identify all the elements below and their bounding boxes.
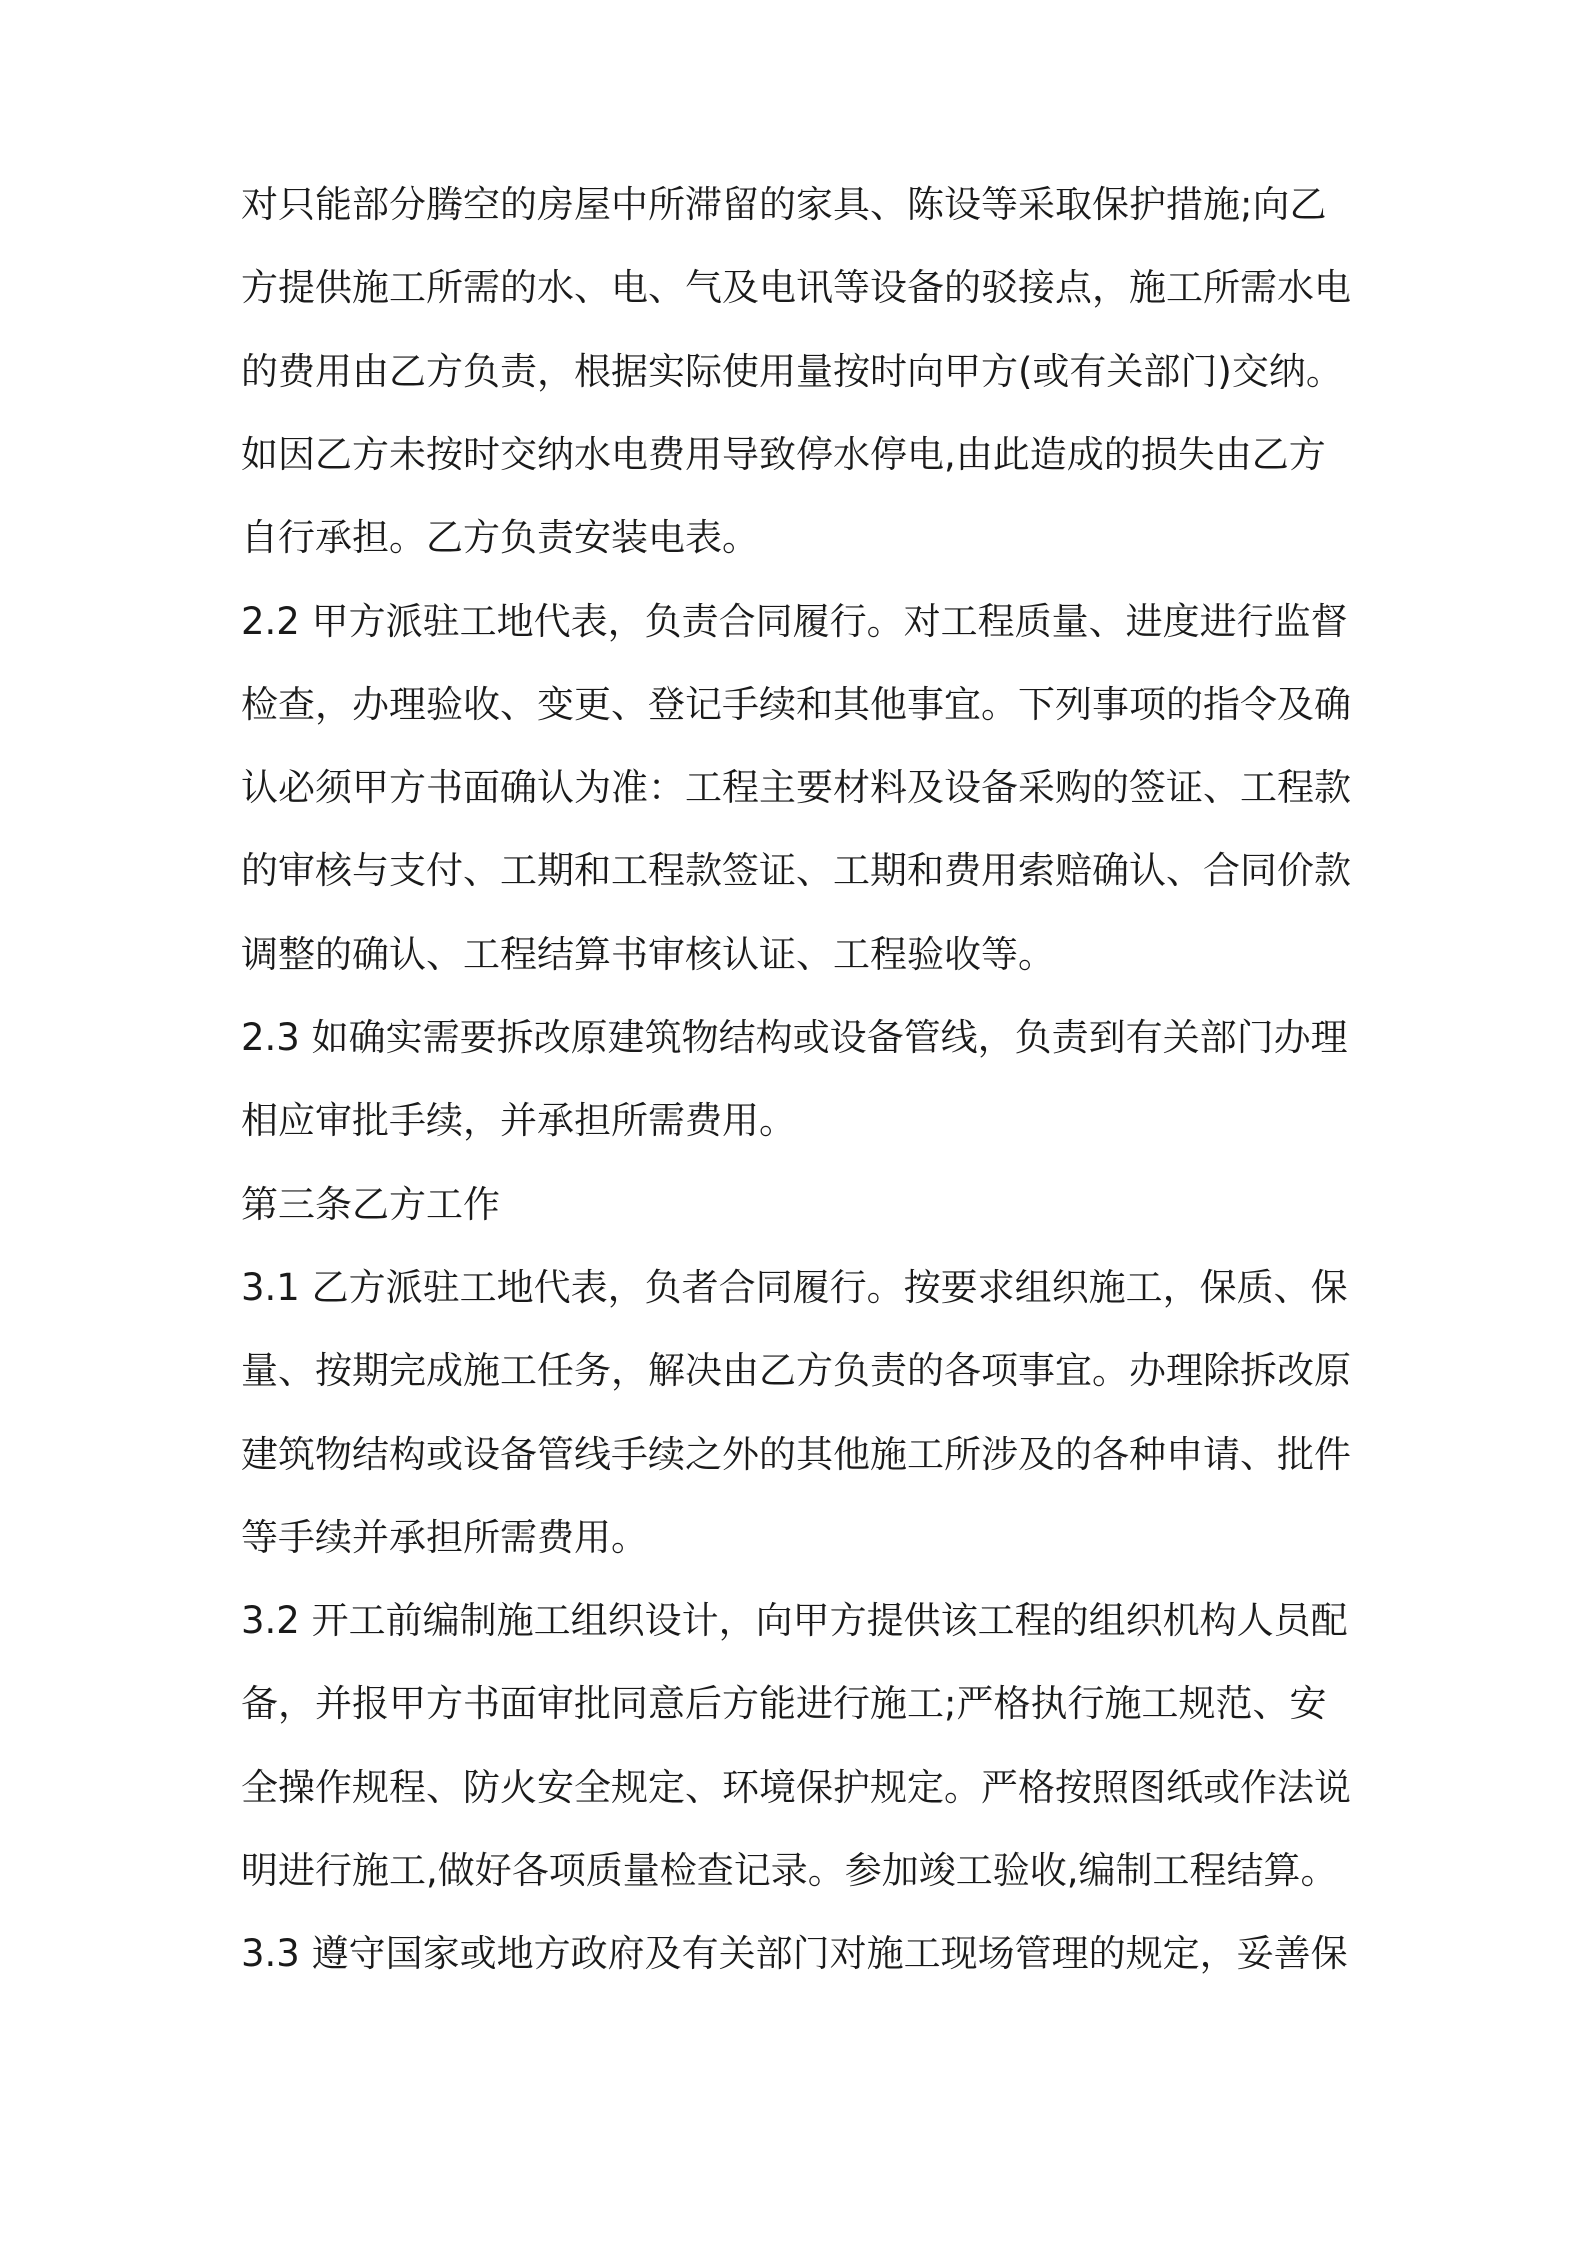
- document-line: 第三条乙方工作: [241, 1183, 500, 1226]
- document-line: 的审核与支付、工期和工程款签证、工期和费用索赔确认、合同价款: [241, 849, 1351, 892]
- document-line: 相应审批手续，并承担所需费用。: [241, 1099, 796, 1142]
- document-line: 建筑物结构或设备管线手续之外的其他施工所涉及的各种申请、批件: [241, 1433, 1351, 1476]
- document-line: 自行承担。乙方负责安装电表。: [241, 516, 759, 559]
- document-line: 全操作规程、防火安全规定、环境保护规定。严格按照图纸或作法说: [241, 1766, 1351, 1809]
- document-line: 的费用由乙方负责，根据实际使用量按时向甲方(或有关部门)交纳。: [241, 350, 1343, 393]
- document-line: 等手续并承担所需费用。: [241, 1516, 648, 1559]
- document-line: 方提供施工所需的水、电、气及电讯等设备的驳接点，施工所需水电: [241, 266, 1351, 309]
- document-line: 调整的确认、工程结算书审核认证、工程验收等。: [241, 933, 1055, 976]
- document-line: 明进行施工,做好各项质量检查记录。参加竣工验收,编制工程结算。: [241, 1849, 1338, 1892]
- document-line: 3.1 乙方派驻工地代表，负者合同履行。按要求组织施工，保质、保: [241, 1266, 1348, 1309]
- document-line: 量、按期完成施工任务，解决由乙方负责的各项事宜。办理除拆改原: [241, 1349, 1351, 1392]
- document-line: 如因乙方未按时交纳水电费用导致停水停电,由此造成的损失由乙方: [241, 433, 1326, 476]
- document-line: 备，并报甲方书面审批同意后方能进行施工;严格执行施工规范、安: [241, 1682, 1327, 1725]
- document-line: 3.3 遵守国家或地方政府及有关部门对施工现场管理的规定，妥善保: [241, 1932, 1348, 1975]
- document-line: 2.3 如确实需要拆改原建筑物结构或设备管线，负责到有关部门办理: [241, 1016, 1348, 1059]
- document-line: 2.2 甲方派驻工地代表，负责合同履行。对工程质量、进度进行监督: [241, 600, 1348, 643]
- document-line: 3.2 开工前编制施工组织设计，向甲方提供该工程的组织机构人员配: [241, 1599, 1348, 1642]
- document-line: 检查，办理验收、变更、登记手续和其他事宜。下列事项的指令及确: [241, 683, 1351, 726]
- document-line: 对只能部分腾空的房屋中所滞留的家具、陈设等采取保护措施;向乙: [241, 183, 1327, 226]
- document-line: 认必须甲方书面确认为准：工程主要材料及设备采购的签证、工程款: [241, 766, 1351, 809]
